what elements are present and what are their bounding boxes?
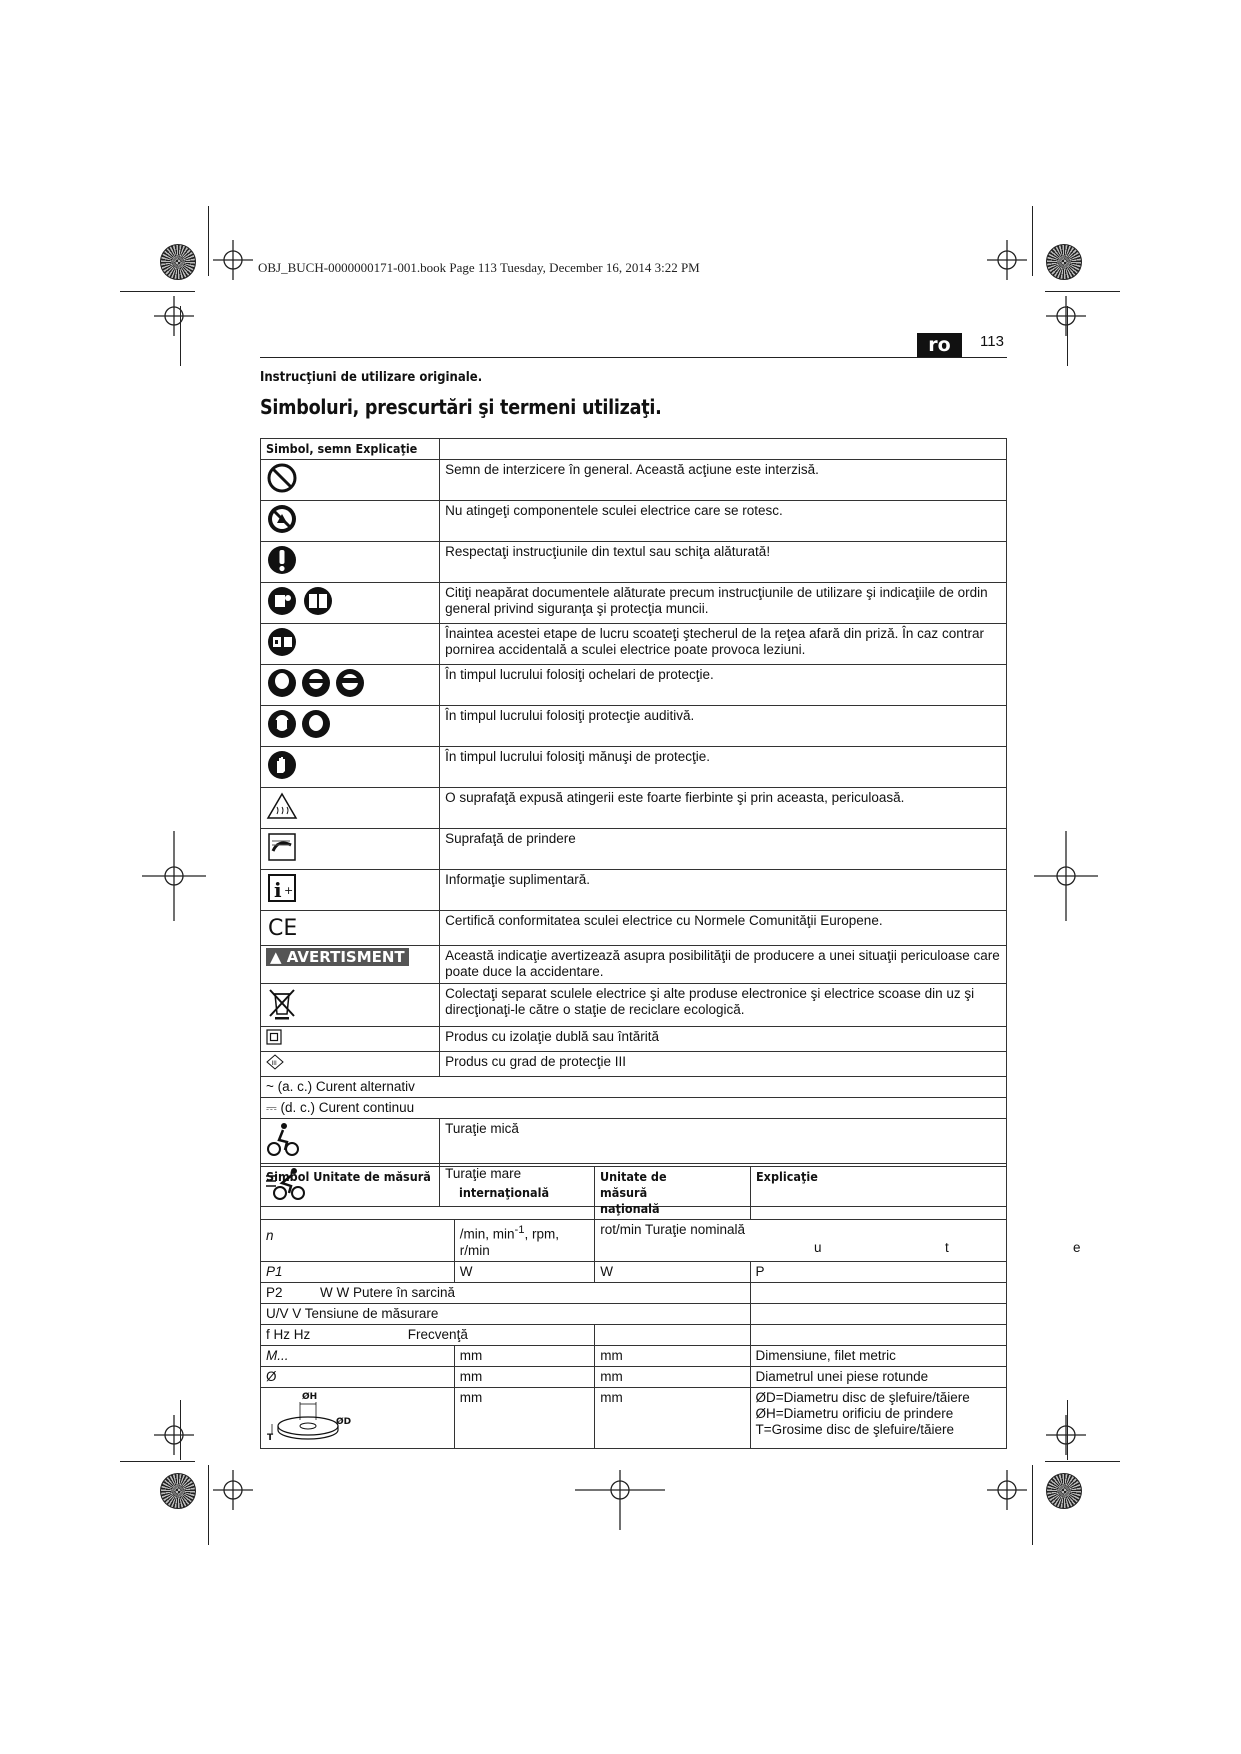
table-row: În timpul lucrului folosiţi ochelari de protecţie. xyxy=(261,665,1007,706)
rpm-units: /min, $\min^{-1}$, rpm, r/min xyxy=(454,1220,595,1262)
symbols-table-header: Simbol, semn Explicaţie xyxy=(261,439,440,460)
ear-protection-icon xyxy=(266,708,332,740)
waste-bin-icon xyxy=(266,986,298,1020)
subtitle: Instrucţiuni de utilizare originale. xyxy=(260,370,483,385)
table-row: U/V V Tensiune de măsurare xyxy=(261,1303,1007,1324)
table-row: n /min, $\min^{-1}$, rpm, r/min rot/min Turaţie nominală xyxy=(261,1220,1007,1262)
table-row: Semn de interzicere în general. Această acţiune este interzisă. xyxy=(261,460,1007,501)
table-row: ⎓ (d. c.) Curent continuu xyxy=(261,1098,1007,1119)
grinding-disc-diagram-icon xyxy=(266,1390,356,1442)
table-row: f Hz Hz Frecvenţă xyxy=(261,1324,1007,1345)
table-row: Colectaţi separat sculele electrice şi alte produse electronice şi electrice scoase din uz şi direcţionaţi-le către o staţie de reciclare ecologică. xyxy=(261,984,1007,1027)
stray-letter: e xyxy=(1073,1240,1081,1255)
no-touch-rotating-icon xyxy=(266,503,298,535)
units-table xyxy=(260,1166,1007,1449)
disc-bore-line: ØH=Diametru orificiu de prindere xyxy=(755,1405,954,1421)
table-row: Suprafaţă de prindere xyxy=(261,829,1007,870)
table-row: Turaţie mare xyxy=(261,1164,1007,1207)
read-manual-icon xyxy=(266,585,336,617)
svg-text:CE: CE xyxy=(268,916,298,939)
table-row: O suprafaţă expusă atingerii este foarte fierbinte şi prin aceasta, periculoasă. xyxy=(261,788,1007,829)
unplug-icon xyxy=(266,626,298,658)
disc-diameter-line: ØD=Diametru disc de şlefuire/tăiere xyxy=(755,1389,970,1405)
low-speed-bike-icon xyxy=(266,1121,300,1157)
table-row: ▲ AVERTISMENT Această indicaţie avertizează asupra posibilităţii de producere a unei situaţii periculoase care poate duce la accidentare. xyxy=(261,946,1007,984)
disc-label-h: ØH xyxy=(302,1391,318,1402)
disc-thickness-line: T=Grosime disc de şlefuire/tăiere xyxy=(755,1421,954,1437)
exclamation-icon xyxy=(266,544,298,576)
table-row: M... mm mm Dimensiune, filet metric xyxy=(261,1345,1007,1366)
symbols-table xyxy=(260,438,1007,1207)
svg-text:+: + xyxy=(284,884,294,897)
table-row: În timpul lucrului folosiţi mănuşi de protecţie. xyxy=(261,747,1007,788)
gloves-icon xyxy=(266,749,298,781)
protection-class-3-icon xyxy=(266,1054,284,1070)
double-insulation-icon xyxy=(266,1029,282,1045)
units-table-header: Simbol Unitate de măsură internaţională Unitate de măsură naţională Explicaţie xyxy=(261,1167,1007,1220)
table-row: P2 W W Putere în sarcină xyxy=(261,1282,1007,1303)
prohibition-icon xyxy=(266,462,298,494)
table-row: ~ (a. c.) Curent alternativ xyxy=(261,1077,1007,1098)
table-row: Respectaţi instrucţiunile din textul sau schiţa alăturată! xyxy=(261,542,1007,583)
table-row: Nu atingeţi componentele sculei electrice care se rotesc. xyxy=(261,501,1007,542)
registration-rosette xyxy=(1046,244,1082,280)
registration-rosette xyxy=(1046,1473,1082,1509)
info-icon xyxy=(266,872,298,904)
svg-text:III: III xyxy=(271,1060,277,1067)
header-rule xyxy=(260,357,1007,358)
table-row: Turaţie mică xyxy=(261,1119,1007,1164)
language-badge: ro xyxy=(917,333,962,357)
table-row: Citiţi neapărat documentele alăturate precum instrucţiunile de utilizare şi indicaţiile de ordin general privind siguranţa şi protecţia muncii. xyxy=(261,583,1007,624)
eye-protection-icon xyxy=(266,667,366,699)
grip-surface-icon xyxy=(266,831,298,863)
svg-text:i: i xyxy=(274,878,282,902)
table-row: În timpul lucrului folosiţi protecţie auditivă. xyxy=(261,706,1007,747)
table-row: P1 W W P xyxy=(261,1261,1007,1282)
warning-badge-icon: ▲ AVERTISMENT xyxy=(266,948,409,966)
stray-letter: t xyxy=(945,1240,949,1255)
table-row: Ø mm mm Diametrul unei piese rotunde xyxy=(261,1366,1007,1387)
table-row: Înaintea acestei etape de lucru scoateţi ştecherul de la reţea afară din priză. În caz contrar pornirea accidentală a sculei electrice poate provoca leziuni. xyxy=(261,624,1007,665)
page-title: Simboluri, prescurtări şi termeni utilizaţi. xyxy=(260,395,662,419)
page-number: 113 xyxy=(980,333,1004,350)
registration-rosette xyxy=(160,1473,196,1509)
stray-letter: u xyxy=(814,1240,822,1255)
table-row: III Produs cu grad de protecţie III xyxy=(261,1052,1007,1077)
table-row: Produs cu izolaţie dublă sau întărită xyxy=(261,1027,1007,1052)
disc-label-t: T xyxy=(267,1432,274,1442)
ce-mark-icon xyxy=(266,913,302,939)
registration-rosette xyxy=(160,244,196,280)
table-row: i + Informaţie suplimentară. xyxy=(261,870,1007,911)
book-header: OBJ_BUCH-0000000171-001.book Page 113 Tuesday, December 16, 2014 3:22 PM xyxy=(258,260,700,275)
table-row: ØH ØD T mm mm ØD=Diametru disc de şlefuire/tăiere ØH=Diametru orificiu de prindere T=Grosime disc de şlefuire/tăiere xyxy=(261,1387,1007,1448)
disc-label-d: ØD xyxy=(336,1416,352,1427)
table-row: CE Certifică conformitatea sculei electrice cu Normele Comunităţii Europene. xyxy=(261,911,1007,946)
hot-surface-icon xyxy=(266,790,298,822)
